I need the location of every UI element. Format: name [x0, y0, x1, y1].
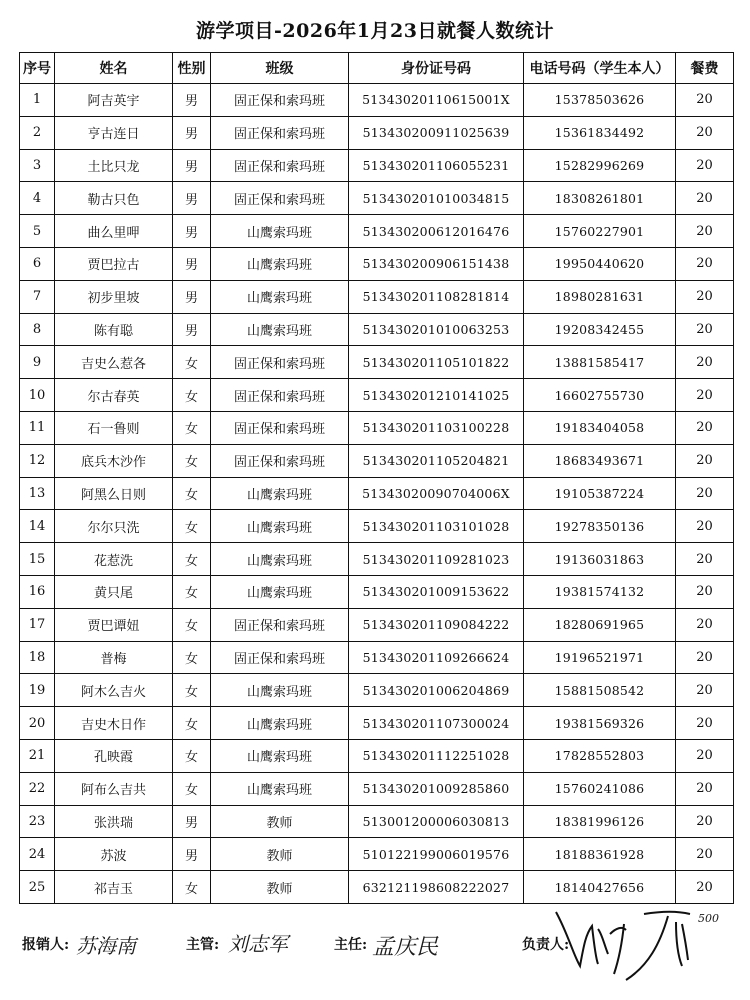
- phone-number-cell: 19105387224: [524, 477, 676, 510]
- class-name-cell: 固正保和索玛班: [211, 641, 349, 674]
- class-name-cell: 山鹰索玛班: [211, 313, 349, 346]
- meal-fee-cell: 20: [676, 707, 734, 740]
- student-name-cell: 尔尔只洗: [55, 510, 173, 543]
- column-header: 餐费: [676, 53, 734, 84]
- student-name-cell: 普梅: [55, 641, 173, 674]
- student-name-cell: 勒古只色: [55, 182, 173, 215]
- phone-number-cell: 15378503626: [524, 84, 676, 117]
- row-index-cell: 7: [20, 280, 55, 313]
- meal-fee-cell: 20: [676, 575, 734, 608]
- gender-cell: 女: [173, 739, 211, 772]
- id-number-cell: 51343020110615001X: [349, 84, 524, 117]
- student-name-cell: 苏波: [55, 838, 173, 871]
- table-row: [20, 510, 734, 543]
- table-row: [20, 116, 734, 149]
- class-name-cell: 固正保和索玛班: [211, 346, 349, 379]
- table-row: [20, 313, 734, 346]
- table-row: [20, 543, 734, 576]
- reporter-signature: 苏海南: [76, 934, 136, 958]
- gender-cell: 女: [173, 379, 211, 412]
- meal-fee-cell: 20: [676, 247, 734, 280]
- class-name-cell: 山鹰索玛班: [211, 247, 349, 280]
- gender-cell: 男: [173, 182, 211, 215]
- id-number-cell: 513430201210141025: [349, 379, 524, 412]
- id-number-cell: 513430201009153622: [349, 575, 524, 608]
- phone-number-cell: 19950440620: [524, 247, 676, 280]
- meal-fee-cell: 20: [676, 510, 734, 543]
- student-name-cell: 吉史木日作: [55, 707, 173, 740]
- row-index-cell: 8: [20, 313, 55, 346]
- table-row: [20, 838, 734, 871]
- column-header: 序号: [20, 53, 55, 84]
- total-note: 500: [698, 912, 719, 925]
- table-row: [20, 477, 734, 510]
- class-name-cell: 山鹰索玛班: [211, 674, 349, 707]
- phone-number-cell: 15282996269: [524, 149, 676, 182]
- page-title: 游学项目-2026年1月23日就餐人数统计: [196, 20, 554, 42]
- gender-cell: 男: [173, 313, 211, 346]
- meal-fee-cell: 20: [676, 543, 734, 576]
- meal-fee-cell: 20: [676, 84, 734, 117]
- id-number-cell: 513430201010034815: [349, 182, 524, 215]
- table-row: [20, 247, 734, 280]
- table-row: [20, 182, 734, 215]
- student-name-cell: 祁吉玉: [55, 871, 173, 904]
- row-index-cell: 2: [20, 116, 55, 149]
- column-header: 身份证号码: [349, 53, 524, 84]
- student-name-cell: 阿木么吉火: [55, 674, 173, 707]
- student-name-cell: 亨古连日: [55, 116, 173, 149]
- class-name-cell: 固正保和索玛班: [211, 444, 349, 477]
- meal-fee-cell: 20: [676, 215, 734, 248]
- student-name-cell: 土比只龙: [55, 149, 173, 182]
- row-index-cell: 11: [20, 411, 55, 444]
- student-name-cell: 吉史么惹各: [55, 346, 173, 379]
- phone-number-cell: 13881585417: [524, 346, 676, 379]
- gender-cell: 男: [173, 84, 211, 117]
- meal-fee-cell: 20: [676, 149, 734, 182]
- class-name-cell: 山鹰索玛班: [211, 707, 349, 740]
- gender-cell: 男: [173, 280, 211, 313]
- row-index-cell: 4: [20, 182, 55, 215]
- phone-number-cell: 15881508542: [524, 674, 676, 707]
- student-name-cell: 石一鲁则: [55, 411, 173, 444]
- phone-number-cell: 19278350136: [524, 510, 676, 543]
- phone-number-cell: 19196521971: [524, 641, 676, 674]
- meal-fee-cell: 20: [676, 444, 734, 477]
- phone-number-cell: 18280691965: [524, 608, 676, 641]
- class-name-cell: 固正保和索玛班: [211, 84, 349, 117]
- gender-cell: 女: [173, 641, 211, 674]
- class-name-cell: 固正保和索玛班: [211, 116, 349, 149]
- director-label: 主任:: [334, 937, 368, 953]
- row-index-cell: 17: [20, 608, 55, 641]
- id-number-cell: 513430200911025639: [349, 116, 524, 149]
- id-number-cell: 513430201103101028: [349, 510, 524, 543]
- row-index-cell: 24: [20, 838, 55, 871]
- row-index-cell: 6: [20, 247, 55, 280]
- meal-fee-cell: 20: [676, 805, 734, 838]
- row-index-cell: 5: [20, 215, 55, 248]
- gender-cell: 女: [173, 871, 211, 904]
- meal-fee-cell: 20: [676, 739, 734, 772]
- student-name-cell: 阿黑么日则: [55, 477, 173, 510]
- id-number-cell: 513430201006204869: [349, 674, 524, 707]
- row-index-cell: 19: [20, 674, 55, 707]
- table-row: [20, 379, 734, 412]
- class-name-cell: 山鹰索玛班: [211, 477, 349, 510]
- id-number-cell: 513001200006030813: [349, 805, 524, 838]
- id-number-cell: 513430201106055231: [349, 149, 524, 182]
- responsible-label: 负责人:: [522, 937, 570, 953]
- table-row: [20, 215, 734, 248]
- supervisor-label: 主管:: [186, 937, 220, 953]
- phone-number-cell: 18188361928: [524, 838, 676, 871]
- student-name-cell: 初步里坡: [55, 280, 173, 313]
- row-index-cell: 13: [20, 477, 55, 510]
- row-index-cell: 15: [20, 543, 55, 576]
- id-number-cell: 513430201109266624: [349, 641, 524, 674]
- gender-cell: 男: [173, 247, 211, 280]
- gender-cell: 女: [173, 575, 211, 608]
- id-number-cell: 510122199006019576: [349, 838, 524, 871]
- phone-number-cell: 18980281631: [524, 280, 676, 313]
- table-row: [20, 674, 734, 707]
- phone-number-cell: 17828552803: [524, 739, 676, 772]
- gender-cell: 男: [173, 215, 211, 248]
- meal-fee-cell: 20: [676, 608, 734, 641]
- id-number-cell: 513430201010063253: [349, 313, 524, 346]
- class-name-cell: 教师: [211, 838, 349, 871]
- phone-number-cell: 15361834492: [524, 116, 676, 149]
- table-row: [20, 641, 734, 674]
- table-row: [20, 772, 734, 805]
- id-number-cell: 513430201103100228: [349, 411, 524, 444]
- id-number-cell: 513430201109281023: [349, 543, 524, 576]
- student-name-cell: 孔映霞: [55, 739, 173, 772]
- phone-number-cell: 18683493671: [524, 444, 676, 477]
- meal-fee-cell: 20: [676, 838, 734, 871]
- phone-number-cell: 19381569326: [524, 707, 676, 740]
- table-row: [20, 149, 734, 182]
- meal-fee-cell: 20: [676, 477, 734, 510]
- phone-number-cell: 19183404058: [524, 411, 676, 444]
- table-row: [20, 871, 734, 904]
- phone-number-cell: 18140427656: [524, 871, 676, 904]
- gender-cell: 男: [173, 838, 211, 871]
- table-body: [20, 84, 734, 904]
- column-header: 班级: [211, 53, 349, 84]
- class-name-cell: 山鹰索玛班: [211, 575, 349, 608]
- class-name-cell: 固正保和索玛班: [211, 379, 349, 412]
- class-name-cell: 山鹰索玛班: [211, 739, 349, 772]
- meal-count-table: [19, 52, 734, 904]
- student-name-cell: 尔古春英: [55, 379, 173, 412]
- class-name-cell: 固正保和索玛班: [211, 149, 349, 182]
- table-row: [20, 346, 734, 379]
- meal-fee-cell: 20: [676, 379, 734, 412]
- meal-fee-cell: 20: [676, 182, 734, 215]
- row-index-cell: 9: [20, 346, 55, 379]
- gender-cell: 男: [173, 149, 211, 182]
- meal-fee-cell: 20: [676, 346, 734, 379]
- phone-number-cell: 18381996126: [524, 805, 676, 838]
- class-name-cell: 教师: [211, 805, 349, 838]
- id-number-cell: 513430200906151438: [349, 247, 524, 280]
- gender-cell: 男: [173, 805, 211, 838]
- gender-cell: 女: [173, 707, 211, 740]
- table-header-row: [20, 53, 734, 84]
- class-name-cell: 山鹰索玛班: [211, 772, 349, 805]
- column-header: 电话号码（学生本人）: [524, 53, 676, 84]
- id-number-cell: 513430201105204821: [349, 444, 524, 477]
- gender-cell: 女: [173, 411, 211, 444]
- id-number-cell: 513430201108281814: [349, 280, 524, 313]
- class-name-cell: 山鹰索玛班: [211, 510, 349, 543]
- id-number-cell: 632121198608222027: [349, 871, 524, 904]
- student-name-cell: 张洪瑞: [55, 805, 173, 838]
- supervisor-signature: 刘志军: [228, 932, 288, 956]
- row-index-cell: 3: [20, 149, 55, 182]
- id-number-cell: 513430201109084222: [349, 608, 524, 641]
- meal-fee-cell: 20: [676, 280, 734, 313]
- row-index-cell: 16: [20, 575, 55, 608]
- id-number-cell: 513430201105101822: [349, 346, 524, 379]
- id-number-cell: 51343020090704006X: [349, 477, 524, 510]
- gender-cell: 女: [173, 674, 211, 707]
- phone-number-cell: 15760227901: [524, 215, 676, 248]
- gender-cell: 女: [173, 477, 211, 510]
- table-row: [20, 280, 734, 313]
- table-row: [20, 707, 734, 740]
- class-name-cell: 固正保和索玛班: [211, 182, 349, 215]
- student-name-cell: 阿布么吉共: [55, 772, 173, 805]
- row-index-cell: 23: [20, 805, 55, 838]
- student-name-cell: 花惹洗: [55, 543, 173, 576]
- phone-number-cell: 19381574132: [524, 575, 676, 608]
- row-index-cell: 10: [20, 379, 55, 412]
- student-name-cell: 底兵木沙作: [55, 444, 173, 477]
- class-name-cell: 山鹰索玛班: [211, 280, 349, 313]
- phone-number-cell: 16602755730: [524, 379, 676, 412]
- table-row: [20, 411, 734, 444]
- class-name-cell: 山鹰索玛班: [211, 543, 349, 576]
- table-row: [20, 444, 734, 477]
- table-row: [20, 805, 734, 838]
- row-index-cell: 18: [20, 641, 55, 674]
- meal-fee-cell: 20: [676, 674, 734, 707]
- row-index-cell: 21: [20, 739, 55, 772]
- meal-fee-cell: 20: [676, 411, 734, 444]
- class-name-cell: 固正保和索玛班: [211, 608, 349, 641]
- phone-number-cell: 19136031863: [524, 543, 676, 576]
- table-row: [20, 739, 734, 772]
- meal-fee-cell: 20: [676, 641, 734, 674]
- phone-number-cell: 19208342455: [524, 313, 676, 346]
- student-name-cell: 曲么里呷: [55, 215, 173, 248]
- table-row: [20, 608, 734, 641]
- reporter-label: 报销人:: [22, 937, 70, 953]
- meal-fee-cell: 20: [676, 772, 734, 805]
- row-index-cell: 12: [20, 444, 55, 477]
- student-name-cell: 阿吉英宇: [55, 84, 173, 117]
- class-name-cell: 山鹰索玛班: [211, 215, 349, 248]
- row-index-cell: 22: [20, 772, 55, 805]
- gender-cell: 女: [173, 346, 211, 379]
- class-name-cell: 固正保和索玛班: [211, 411, 349, 444]
- table-row: [20, 575, 734, 608]
- phone-number-cell: 18308261801: [524, 182, 676, 215]
- gender-cell: 女: [173, 444, 211, 477]
- row-index-cell: 25: [20, 871, 55, 904]
- student-name-cell: 贾巴谭妞: [55, 608, 173, 641]
- gender-cell: 女: [173, 543, 211, 576]
- id-number-cell: 513430200612016476: [349, 215, 524, 248]
- phone-number-cell: 15760241086: [524, 772, 676, 805]
- student-name-cell: 陈有聪: [55, 313, 173, 346]
- table-row: [20, 84, 734, 117]
- id-number-cell: 513430201009285860: [349, 772, 524, 805]
- gender-cell: 女: [173, 772, 211, 805]
- meal-fee-cell: 20: [676, 313, 734, 346]
- meal-fee-cell: 20: [676, 871, 734, 904]
- row-index-cell: 20: [20, 707, 55, 740]
- column-header: 姓名: [55, 53, 173, 84]
- gender-cell: 女: [173, 510, 211, 543]
- class-name-cell: 教师: [211, 871, 349, 904]
- id-number-cell: 513430201107300024: [349, 707, 524, 740]
- row-index-cell: 1: [20, 84, 55, 117]
- row-index-cell: 14: [20, 510, 55, 543]
- column-header: 性别: [173, 53, 211, 84]
- student-name-cell: 黄只尾: [55, 575, 173, 608]
- student-name-cell: 贾巴拉古: [55, 247, 173, 280]
- gender-cell: 女: [173, 608, 211, 641]
- meal-fee-cell: 20: [676, 116, 734, 149]
- signature-footer: [0, 912, 750, 994]
- gender-cell: 男: [173, 116, 211, 149]
- id-number-cell: 513430201112251028: [349, 739, 524, 772]
- director-signature: 孟庆民: [372, 935, 439, 960]
